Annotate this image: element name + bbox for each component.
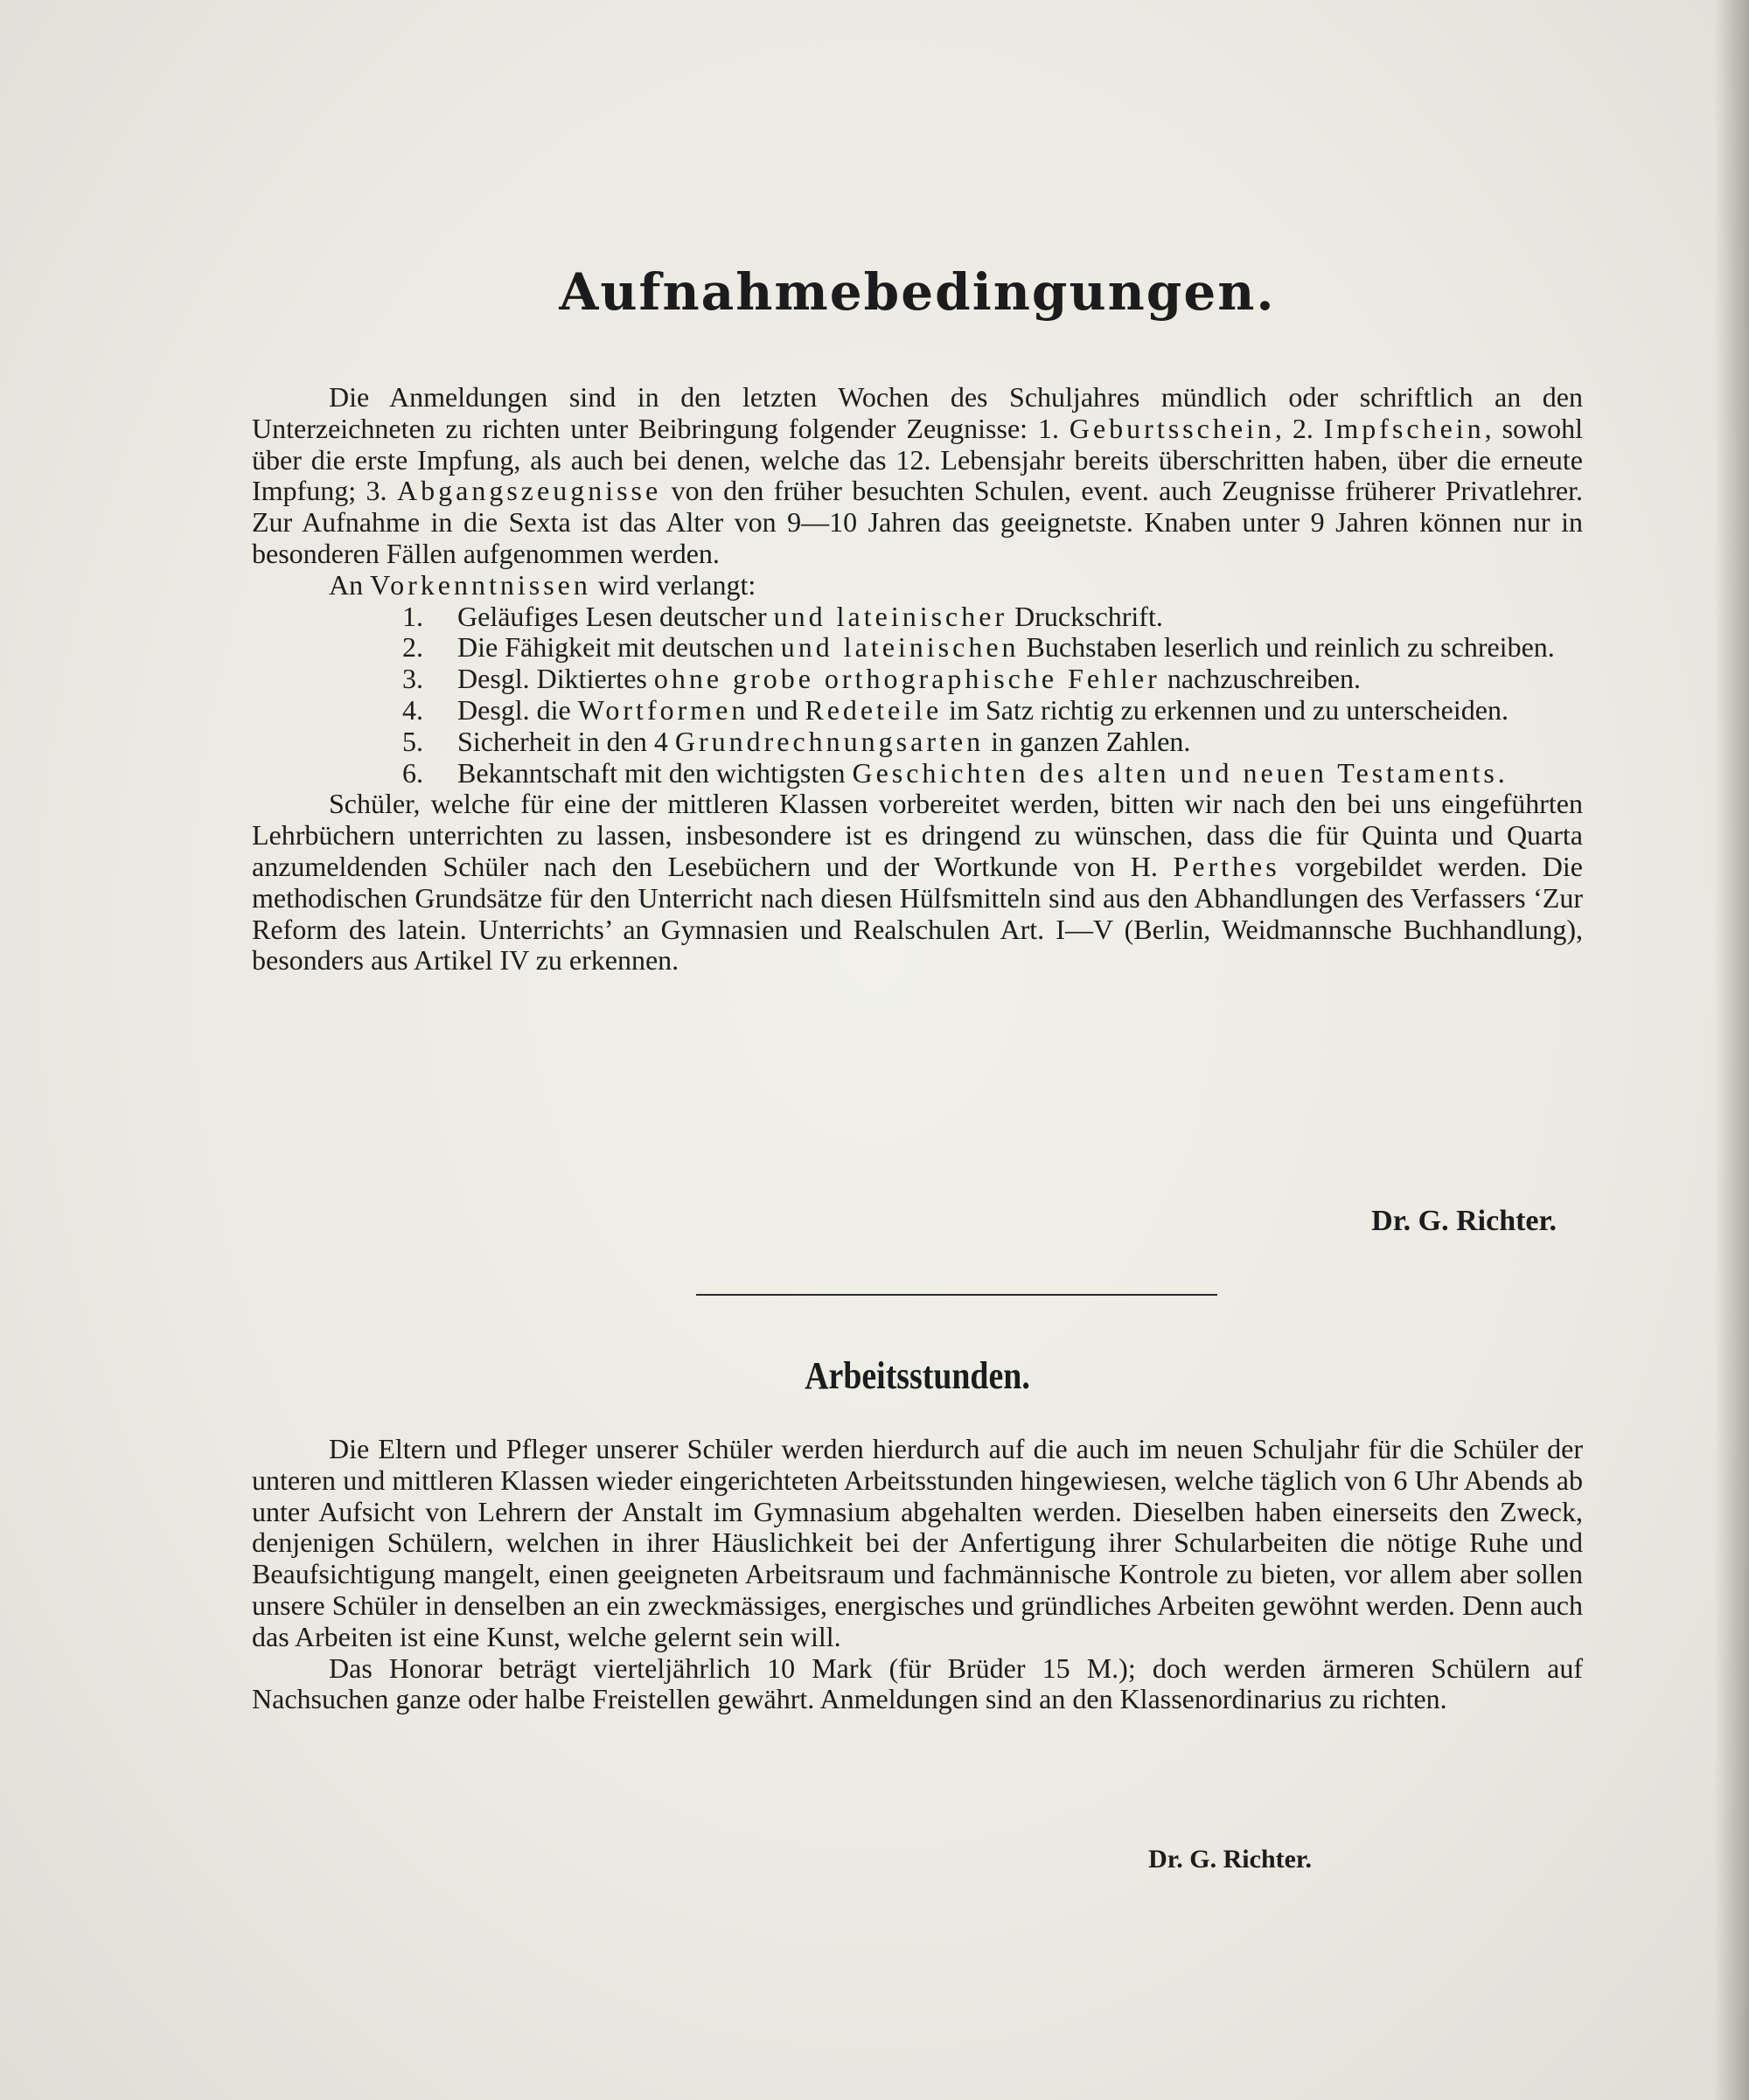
- text-run: vorgebildet werden. Die methodischen Grundsätze für den Unterricht nach diesen Hülfsmitteln sind aus den Abhandlungen des Verfassers ‘Zur Reform des latein. Unterrichts’ an Gymnasien und Realschulen Art. I—V (Berlin, Weidmannsche Buchhandlung), besonders aus Artikel IV zu erkennen.: [252, 850, 1584, 977]
- requirements-list: [252, 601, 1583, 789]
- requirements-intro: [252, 570, 1583, 601]
- text-run: Sicherheit in den 4: [457, 725, 675, 757]
- signature-richter-1: Dr. G. Richter.: [1371, 1205, 1557, 1237]
- text-run: Desgl. die: [457, 693, 578, 726]
- admission-section-body: [252, 382, 1583, 977]
- fee-paragraph: Das Honorar beträgt vierteljährlich 10 Mark (für Brüder 15 M.); doch werden ärmeren Schülern auf Nachsuchen ganze oder halbe Freistellen gewährt. Anmeldungen sind an den Klassenordinarius zu richten.: [252, 1651, 1583, 1715]
- requirement-item: [252, 632, 1583, 664]
- textbook-paragraph: [252, 789, 1583, 977]
- requirement-item: [252, 601, 1583, 633]
- signature-richter-2: Dr. G. Richter.: [1148, 1845, 1312, 1874]
- text-run: in ganzen Zahlen.: [984, 725, 1191, 757]
- requirement-number: 1.: [402, 600, 423, 632]
- text-run: An: [329, 568, 371, 601]
- requirement-number: 6.: [402, 756, 423, 789]
- text-run: , sowohl über die erste Impfung, als auch bei denen, welche das 12. Lebensjahr bereits überschritten haben, über die erneute Impfung; 3.: [252, 412, 1584, 507]
- study-hours-paragraph: Die Eltern und Pfleger unserer Schüler werden hierdurch auf die auch im neuen Schuljahr für die Schüler der unteren und mittleren Klassen wieder eingerichteten Arbeitsstunden hingewiesen, welche täglich von 6 Uhr Abends ab unter Aufsicht von Lehrern der Anstalt im Gymnasium abgehalten werden. Dieselben haben einerseits den Zweck, denjenigen Schülern, welchen in ihrer Häuslichkeit bei der Anfertigung ihrer Schularbeiten die nötige Ruhe und Beaufsichtigung mangelt, einen geeigneten Arbeitsraum und fachmännische Kontrole zu bieten, vor allem aber sollen unsere Schüler in denselben an ein zweckmässiges, energisches und gründliches Arbeiten gewöhnt werden. Denn auch das Arbeiten ist eine Kunst, welche gelernt sein will.: [252, 1433, 1583, 1652]
- text-run: von den früher besuchten Schulen, event. auch Zeugnisse früherer Privatlehrer. Zur Aufnahme in die Sexta ist das Alter von 9—10 Jahren das geeignetste. Knaben unter 9 Jahren können nur in besonderen Fällen aufgenommen werden.: [252, 475, 1584, 569]
- section-title-arbeitsstunden: Arbeitsstunden.: [805, 1354, 1030, 1397]
- text-run: im Satz richtig zu erkennen und zu unterscheiden.: [942, 693, 1509, 726]
- requirement-item: [252, 727, 1583, 758]
- emphasis: Wortformen: [577, 693, 749, 726]
- emphasis-perthes: Perthes: [1173, 850, 1280, 882]
- emphasis: Redeteile: [805, 693, 943, 726]
- text-run: Desgl. Diktiertes: [457, 663, 654, 695]
- requirement-number: 4.: [402, 693, 423, 726]
- emphasis: Grundrechnungsarten: [674, 725, 985, 757]
- requirement-number: 5.: [402, 725, 423, 757]
- emphasis: und lateinischen: [780, 631, 1020, 664]
- text-run: Druckschrift.: [1007, 600, 1163, 632]
- requirement-item: [252, 664, 1583, 695]
- admission-paragraph: [252, 382, 1583, 570]
- emphasis: ohne grobe orthographische Fehler: [653, 663, 1160, 695]
- text-run: .: [1497, 756, 1505, 789]
- emphasis-impfschein: Impfschein: [1323, 412, 1485, 444]
- emphasis: und lateinischer: [773, 600, 1008, 632]
- emphasis-geburtsschein: Geburtsschein: [1069, 412, 1275, 444]
- requirement-number: 3.: [402, 663, 423, 695]
- text-run: Die Fähigkeit mit deutschen: [457, 631, 781, 664]
- text-run: Bekanntschaft mit den wichtigsten: [457, 756, 853, 789]
- study-hours-section-body: [252, 1434, 1583, 1715]
- text-run: und: [749, 693, 805, 726]
- emphasis-abgangszeugnisse: Abgangszeugnisse: [397, 475, 662, 507]
- text-run: Die Anmeldungen sind in den letzten Wochen des Schuljahres mündlich oder schriftlich an den Unterzeichneten zu richten unter Beibringung folgender Zeugnisse: 1.: [252, 381, 1583, 444]
- text-run: , 2.: [1274, 412, 1324, 444]
- text-run: Schüler, welche für eine der mittleren Klassen vorbereitet werden, bitten wir nach den bei uns eingeführten Lehrbüchern unterrichten zu lassen, insbesondere ist es dringend zu wünschen, dass die für Quinta und Quarta anzumeldenden Schüler nach den Lesebüchern und der Wortkunde von H.: [252, 788, 1583, 882]
- emphasis: Geschichten des alten und neuen Testaments: [852, 756, 1498, 789]
- text-run: Buchstaben leserlich und reinlich zu schreiben.: [1019, 631, 1555, 664]
- text-run: Geläufiges Lesen deutscher: [457, 600, 774, 632]
- requirement-item: [252, 758, 1583, 789]
- section-title-aufnahmebedingungen: Aufnahmebedingungen.: [559, 262, 1276, 322]
- emphasis-vorkenntnissen: Vorkenntnissen: [370, 568, 591, 601]
- requirement-number: 2.: [402, 631, 423, 664]
- text-run: wird verlangt:: [590, 568, 756, 601]
- requirement-item: [252, 695, 1583, 727]
- page-edge-shadow: [1714, 0, 1749, 2100]
- section-divider: [696, 1294, 1217, 1296]
- text-run: nachzuschreiben.: [1160, 663, 1362, 695]
